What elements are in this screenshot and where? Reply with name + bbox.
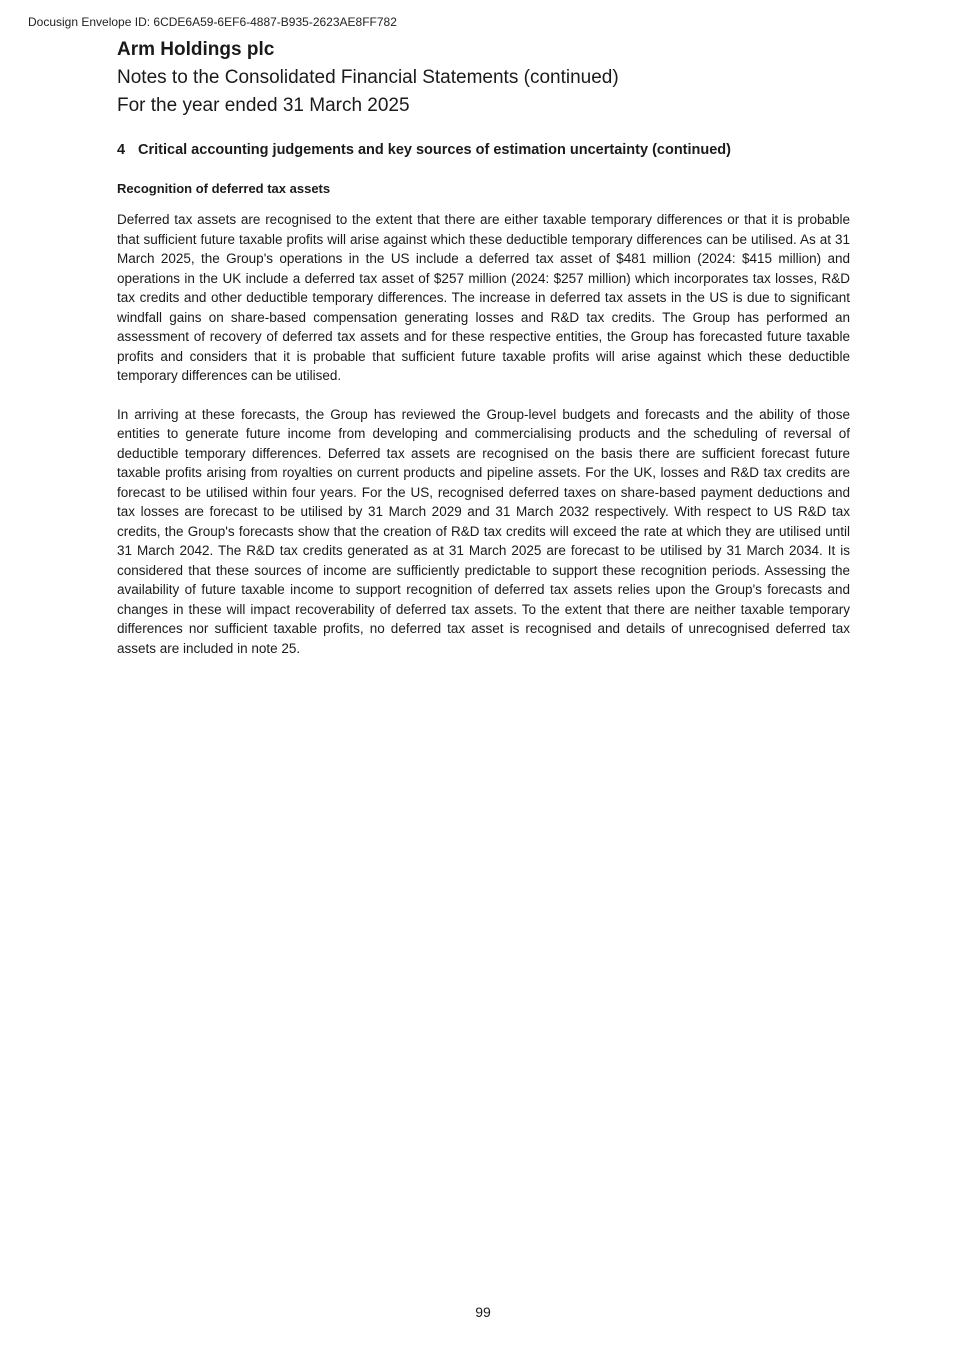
- paragraph-recognition: Deferred tax assets are recognised to the extent that there are either taxable temporary differences or that it is probable that sufficient future taxable profits will arise against which these deductible temporary differences can be utilised. As at 31 March 2025, the Group's operations in the US include a deferred tax asset of $481 million (2024: $415 million) and operations in the UK include a deferred tax asset of $257 million (2024: $257 million) which incorporates tax losses, R&D tax credits and other deductible temporary differences. The increase in deferred tax assets in the US is due to significant windfall gains on share-based compensation generating losses and R&D tax credits. The Group has performed an assessment of recovery of deferred tax assets and for these respective entities, the Group has forecasted future taxable profits and considers that it is probable that sufficient future taxable profits will arise against which these deductible temporary differences can be utilised.: [117, 212, 850, 383]
- document-header: [117, 36, 850, 120]
- paragraph-forecasts: In arriving at these forecasts, the Group has reviewed the Group-level budgets and forecasts and the ability of those entities to generate future income from developing and commercialising products and the scheduling of reversal of deductible temporary differences. Deferred tax assets are recognised on the basis there are sufficient forecast future taxable profits arising from royalties on current products and pipeline assets. For the UK, losses and R&D tax credits are forecast to be utilised within four years. For the US, recognised deferred taxes on share-based payment deductions and tax losses are forecast to be utilised by 31 March 2029 and 31 March 2032 respectively. With respect to US R&D tax credits, the Group's forecasts show that the creation of R&D tax credits will exceed the rate at which they are utilised until 31 March 2042. The R&D tax credits generated as at 31 March 2025 are forecast to be utilised by 31 March 2034. It is considered that these sources of income are sufficiently predictable to support these recognition periods. Assessing the availability of future taxable income to support recognition of deferred tax assets relies upon the Group's forecasts and changes in these will impact recoverability of deferred tax assets. To the extent that there are neither taxable temporary differences nor sufficient taxable profits, no deferred tax asset is recognised and details of unrecognised deferred tax assets are included in note 25.: [117, 406, 850, 656]
- period-title: For the year ended 31 March 2025: [117, 95, 410, 116]
- section-heading: [117, 140, 850, 160]
- statement-title: Notes to the Consolidated Financial Statements (continued): [117, 67, 619, 88]
- company-name: Arm Holdings plc: [117, 39, 275, 60]
- docusign-envelope-id: Docusign Envelope ID: 6CDE6A59-6EF6-4887-B935-2623AE8FF782: [28, 15, 397, 29]
- section-title: Critical accounting judgements and key sources of estimation uncertainty (continued): [138, 142, 731, 158]
- section-number: 4: [117, 142, 126, 158]
- page-number: 99: [475, 1304, 491, 1320]
- subsection-heading: Recognition of deferred tax assets: [117, 181, 331, 196]
- page-content: [117, 36, 850, 658]
